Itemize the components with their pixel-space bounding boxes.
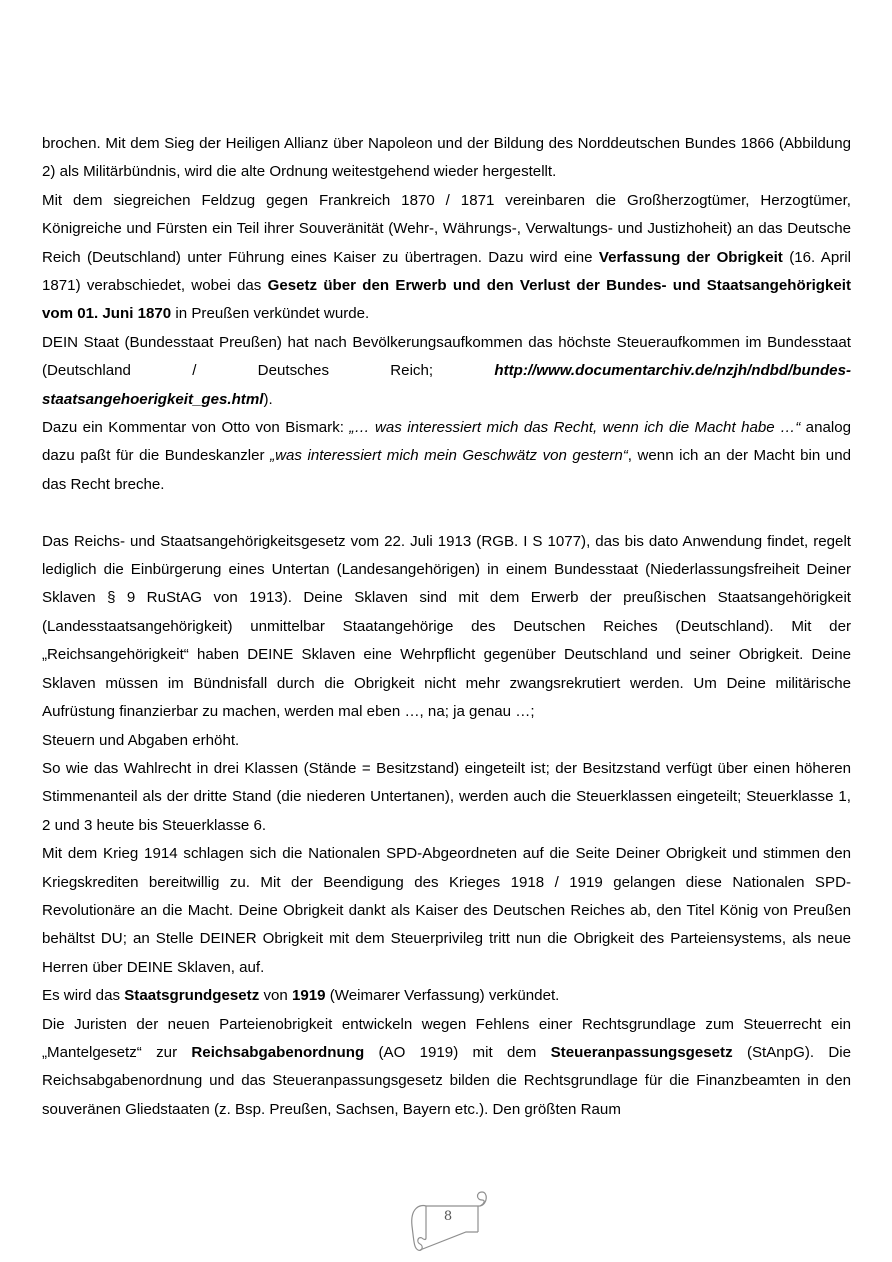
paragraph	[42, 130, 851, 187]
bold-term: Reichsabgabenordnung	[191, 1043, 365, 1061]
bold-term: 1919	[292, 987, 326, 1005]
text-run: in Preußen verkündet wurde.	[171, 305, 370, 323]
paragraph	[42, 187, 851, 329]
bold-term: Steueranpassungsgesetz	[550, 1043, 733, 1061]
paragraph	[42, 329, 851, 414]
italic-quote: „… was interessiert mich das Recht, wenn ich die Macht habe …“	[349, 419, 801, 437]
paragraph	[42, 1011, 851, 1125]
text-run: Mit dem Krieg 1914 schlagen sich die Nationalen SPD-Abgeordneten auf die Seite Deiner Obrigkeit und stimmen den Kriegskrediten bereitwillig zu. Mit der Beendigung des Krieges 1918 / 1919 gelangen diese Nationalen SPD-Revolutionäre an die Macht. Deine Obrigkeit dankt als Kaiser des Deutschen Reiches ab, den Titel König von Preußen behältst DU; an Stelle DEINER Obrigkeit mit dem Steuerprivileg tritt nun die Obrigkeit des Parteiensystems, als neue Herren über DEINE Sklaven, auf.	[42, 845, 851, 976]
page-number-scroll	[406, 1188, 490, 1252]
bold-term: Staatsgrundgesetz	[124, 987, 260, 1005]
text-run: (16. April 1871) verabschiedet, wobei das	[42, 248, 851, 295]
document-body	[42, 130, 851, 1124]
paragraph	[42, 840, 851, 982]
text-run: (AO 1919) mit dem	[364, 1043, 551, 1061]
italic-quote: „was interessiert mich mein Geschwätz von gestern“	[270, 447, 628, 465]
text-run: Die Juristen der neuen Parteienobrigkeit entwickeln wegen Fehlens einer Rechtsgrundlage zum Steuerrecht ein „Mantelgesetz“ zur	[42, 1015, 851, 1061]
text-run: (Weimarer Verfassung) verkündet.	[325, 987, 560, 1005]
text-run: DEIN Staat (Bundesstaat Preußen) hat nach Bevölkerungsaufkommen das höchste Steueraufkommen im Bundesstaat (Deutschland / Deutsches Reich;	[42, 333, 851, 380]
page-number: 8	[443, 1209, 453, 1224]
text-run: Das Reichs- und Staatsangehörigkeitsgesetz vom 22. Juli 1913 (RGB. I S 1077), das bis dato Anwendung findet, regelt lediglich die Einbürgerung eines Untertan (Landesangehörigen) in einem Bundesstaat (Niederlassungsfreiheit Deiner Sklaven § 9 RuStAG von 1913). Deine Sklaven sind mit dem Erwerb der preußischen Staatsangehörigkeit (Landesstaatsangehörigkeit) unmittelbar Staatangehörige des Deutschen Reiches (Deutschland). Mit der „Reichsangehörigkeit“ haben DEINE Sklaven eine Wehrpflicht gegenüber Deutschland und seiner Obrigkeit. Deine Sklaven müssen im Bündnisfall durch die Obrigkeit nicht mehr zwangsrekrutiert werden. Um Deine militärische Aufrüstung finanzierbar zu machen, werden mal eben …, na; ja genau …;	[42, 532, 851, 721]
paragraph-spacer	[42, 499, 851, 527]
text-run: Dazu ein Kommentar von Otto von Bismark:	[42, 419, 350, 437]
link-text: http://www.documentarchiv.de/nzjh/ndbd/bundes-staatsangehoerigkeit_ges.html	[42, 362, 851, 408]
text-run: Steuern und Abgaben erhöht.	[42, 731, 240, 749]
text-run: ).	[263, 390, 273, 408]
bold-term: Gesetz über den Erwerb und den Verlust der Bundes- und Staatsangehörigkeit vom 01. Juni 1870	[42, 277, 851, 323]
paragraph	[42, 414, 851, 499]
paragraph	[42, 727, 851, 755]
paragraph	[42, 755, 851, 840]
bold-term: Verfassung der Obrigkeit	[598, 248, 783, 266]
text-run: (StAnpG). Die Reichsabgabenordnung und das Steueranpassungsgesetz bilden die Rechtsgrundlage für die Finanzbeamten in den souveränen Gliedstaaten (z. Bsp. Preußen, Sachsen, Bayern etc.). Den größten Raum	[42, 1043, 851, 1118]
text-run: , wenn ich an der Macht bin und das Recht breche.	[42, 447, 851, 493]
text-run: Es wird das	[42, 987, 125, 1005]
paragraph	[42, 982, 851, 1010]
text-run: Mit dem siegreichen Feldzug gegen Frankreich 1870 / 1871 vereinbaren die Großherzogtümer, Herzogtümer, Königreiche und Fürsten ein Teil ihrer Souveränität (Wehr-, Währungs-, Verwaltungs- und Justizhoheit) an das Deutsche Reich (Deutschland) unter Führung eines Kaiser zu übertragen. Dazu wird eine	[42, 191, 851, 266]
paragraph	[42, 528, 851, 727]
text-run: So wie das Wahlrecht in drei Klassen (Stände = Besitzstand) eingeteilt ist; der Besitzstand verfügt über einen höheren Stimmenanteil als der dritte Stand (die niederen Untertanen), werden auch die Steuerklassen eingeteilt; Steuerklasse 1, 2 und 3 heute bis Steuerklasse 6.	[42, 759, 851, 834]
text-run: analog dazu paßt für die Bundeskanzler	[42, 419, 852, 465]
text-run: von	[259, 987, 292, 1005]
text-run: brochen. Mit dem Sieg der Heiligen Allianz über Napoleon und der Bildung des Norddeutschen Bundes 1866 (Abbildung 2) als Militärbündnis, wird die alte Ordnung weitestgehend wieder hergestellt.	[42, 135, 851, 181]
